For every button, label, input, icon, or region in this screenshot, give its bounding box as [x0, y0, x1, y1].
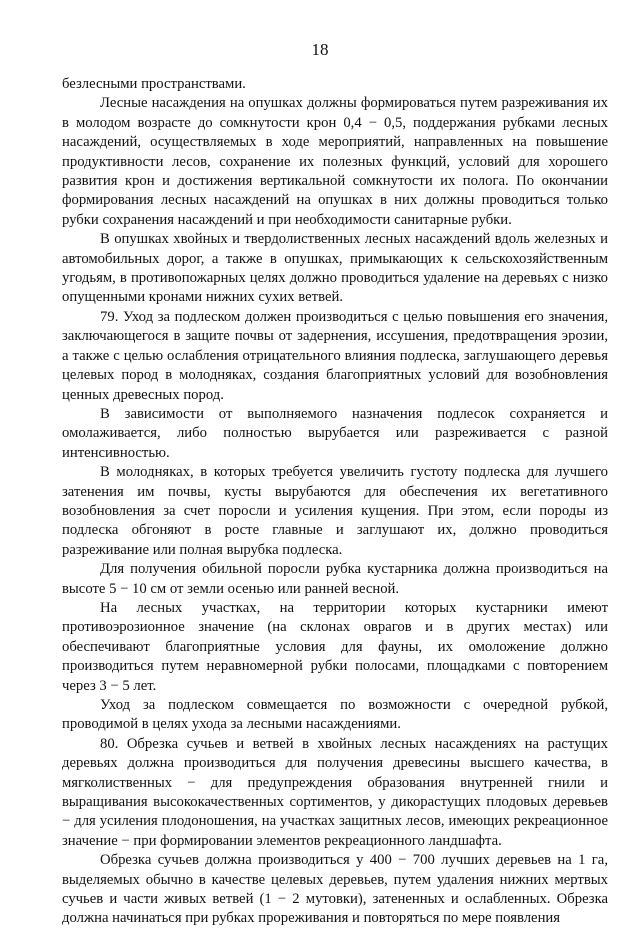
paragraph-continuation: безлесными пространствами. [62, 76, 246, 92]
page-number: 18 [311, 40, 329, 59]
paragraph: Для получения обильной поросли рубка кустарника должна производиться на высоте 5 − 10 см от земли осенью или ранней весной. [62, 561, 608, 597]
paragraph: Обрезка сучьев должна производиться у 400 − 700 лучших деревьев на 1 га, выделяемых обычно в качестве целевых деревьев, путем удаления нижних мертвых сучьев и части живых ветвей (1 − 2 мутовки), затененных и ослабленных. Обрезка должна начинаться при рубках прореживания и повторяться по мере появления [62, 852, 608, 927]
paragraph: На лесных участках, на территории которых кустарники имеют противоэрозионное значение (на склонах оврагов и в других местах) или обеспечивают благоприятные условия для фауны, их омоложение должно производиться путем неравномерной рубки полосами, площадками с повторением через 3 − 5 лет. [62, 599, 608, 694]
paragraph: В зависимости от выполняемого назначения подлесок сохраняется и омолаживается, либо полностью вырубается или разреживается с разной интенсивностью. [62, 405, 608, 461]
paragraph: В опушках хвойных и твердолиственных лесных насаждений вдоль железных и автомобильных дорог, а также в опушках, примыкающих к сельскохозяйственным угодьям, в противопожарных целях должно проводиться удаление на деревьях с низко опущенными кронами нижних сухих ветвей. [62, 231, 608, 306]
paragraph: В молодняках, в которых требуется увеличить густоту подлеска для лучшего затенения им почвы, кусты вырубаются для обеспечения их вегетативного возобновления за счет поросли и усиления кущения. При этом, если породы из подлеска обгоняют в росте главные и заглушают их, должно проводиться разреживание или полная вырубка подлеска. [62, 464, 608, 558]
paragraph-item-80: 80. Обрезка сучьев и ветвей в хвойных лесных насаждениях на растущих деревьях должна производиться для получения древесины высшего качества, в мягколиственных − для предупреждения образования внутренней гнили и выращивания высококачественных сортиментов, у дикорастущих плодовых деревьев − для усиления плодоношения, на участках защитных лесов, имеющих рекреационное значение − при формировании элементов рекреационного ландшафта. [62, 735, 608, 849]
document-body [62, 75, 608, 929]
paragraph-item-79: 79. Уход за подлеском должен производиться с целью повышения его значения, заключающегося в защите почвы от задернения, иссушения, предотвращения эрозии, а также с целью ослабления отрицательного влияния подлеска, заглушающего деревья целевых пород в молодняках, создания благоприятных условий для возобновления ценных древесных пород. [62, 308, 608, 403]
paragraph: Уход за подлеском совмещается по возможности с очередной рубкой, проводимой в целях ухода за лесными насаждениями. [62, 697, 608, 733]
paragraph: Лесные насаждения на опушках должны формироваться путем разреживания их в молодом возрасте до сомкнутости крон 0,4 − 0,5, поддержания рубками лесных насаждений, осуществляемых в ходе мероприятий, направленных на повышение продуктивности лесов, сохранение их полезных функций, условий для хорошего развития крон и достижения вертикальной сомкнутости их полога. По окончании формирования лесных насаждений на опушках в них должны проводиться только рубки сохранения насаждений и при необходимости санитарные рубки. [62, 95, 608, 228]
